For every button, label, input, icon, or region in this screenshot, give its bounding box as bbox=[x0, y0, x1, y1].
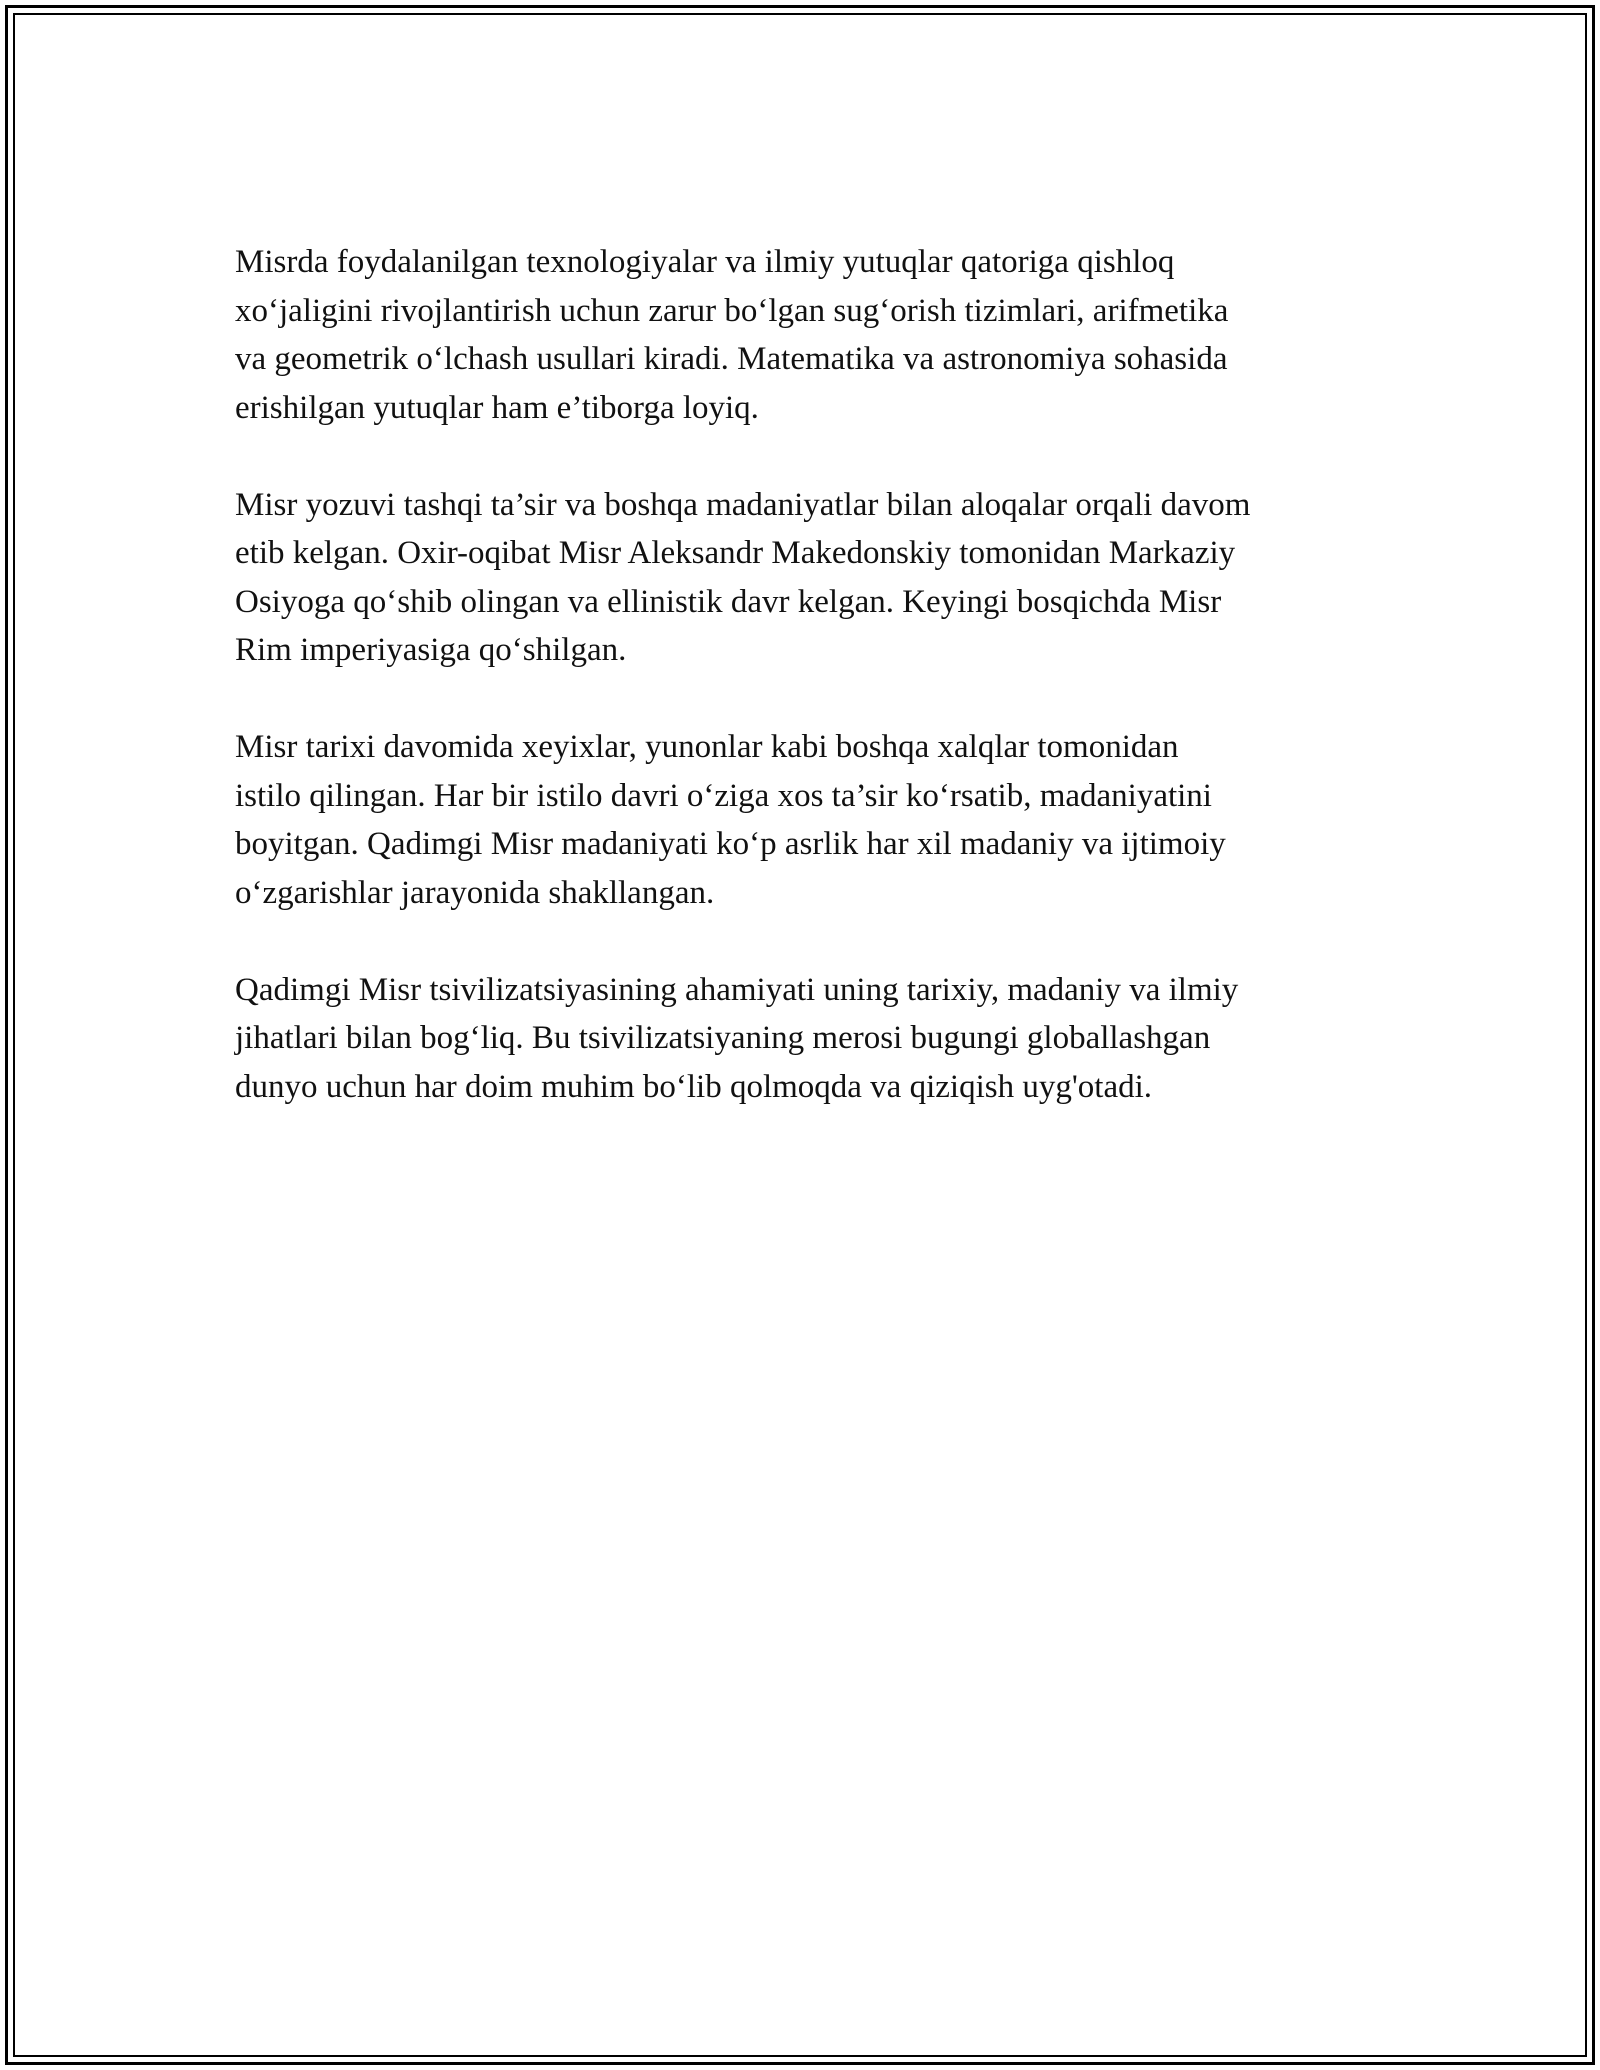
document-body bbox=[235, 238, 1385, 1111]
paragraph-technology: Misrda foydalanilgan texnologiyalar va ilmiy yutuqlar qatoriga qishloq xo‘jaligini rivojlantirish uchun zarur bo‘lgan sug‘orish tizimlari, arifmetika va geometrik o‘lchash usullari kiradi. Matematika va astronomiya sohasida erishilgan yutuqlar ham e’tiborga loyiq. bbox=[235, 244, 1229, 426]
paragraph-significance: Qadimgi Misr tsivilizatsiyasining ahamiyati uning tarixiy, madaniy va ilmiy jihatlari bilan bog‘liq. Bu tsivilizatsiyaning merosi bugungi globallashgan dunyo uchun har doim muhim bo‘lib qolmoqda va qiziqish uyg'otadi. bbox=[235, 971, 1239, 1105]
paragraph-writing: Misr yozuvi tashqi ta’sir va boshqa madaniyatlar bilan aloqalar orqali davom etib kelgan. Oxir-oqibat Misr Aleksandr Makedonskiy tomonidan Markaziy Osiyoga qo‘shib olingan va ellinistik davr kelgan. Keyingi bosqichda Misr Rim imperiyasiga qo‘shilgan. bbox=[235, 486, 1251, 668]
paragraph-history: Misr tarixi davomida xeyixlar, yunonlar kabi boshqa xalqlar tomonidan istilo qilingan. Har bir istilo davri o‘ziga xos ta’sir ko‘rsatib, madaniyatini boyitgan. Qadimgi Misr madaniyati ko‘p asrlik har xil madaniy va ijtimoiy o‘zgarishlar jarayonida shakllangan. bbox=[235, 729, 1226, 911]
